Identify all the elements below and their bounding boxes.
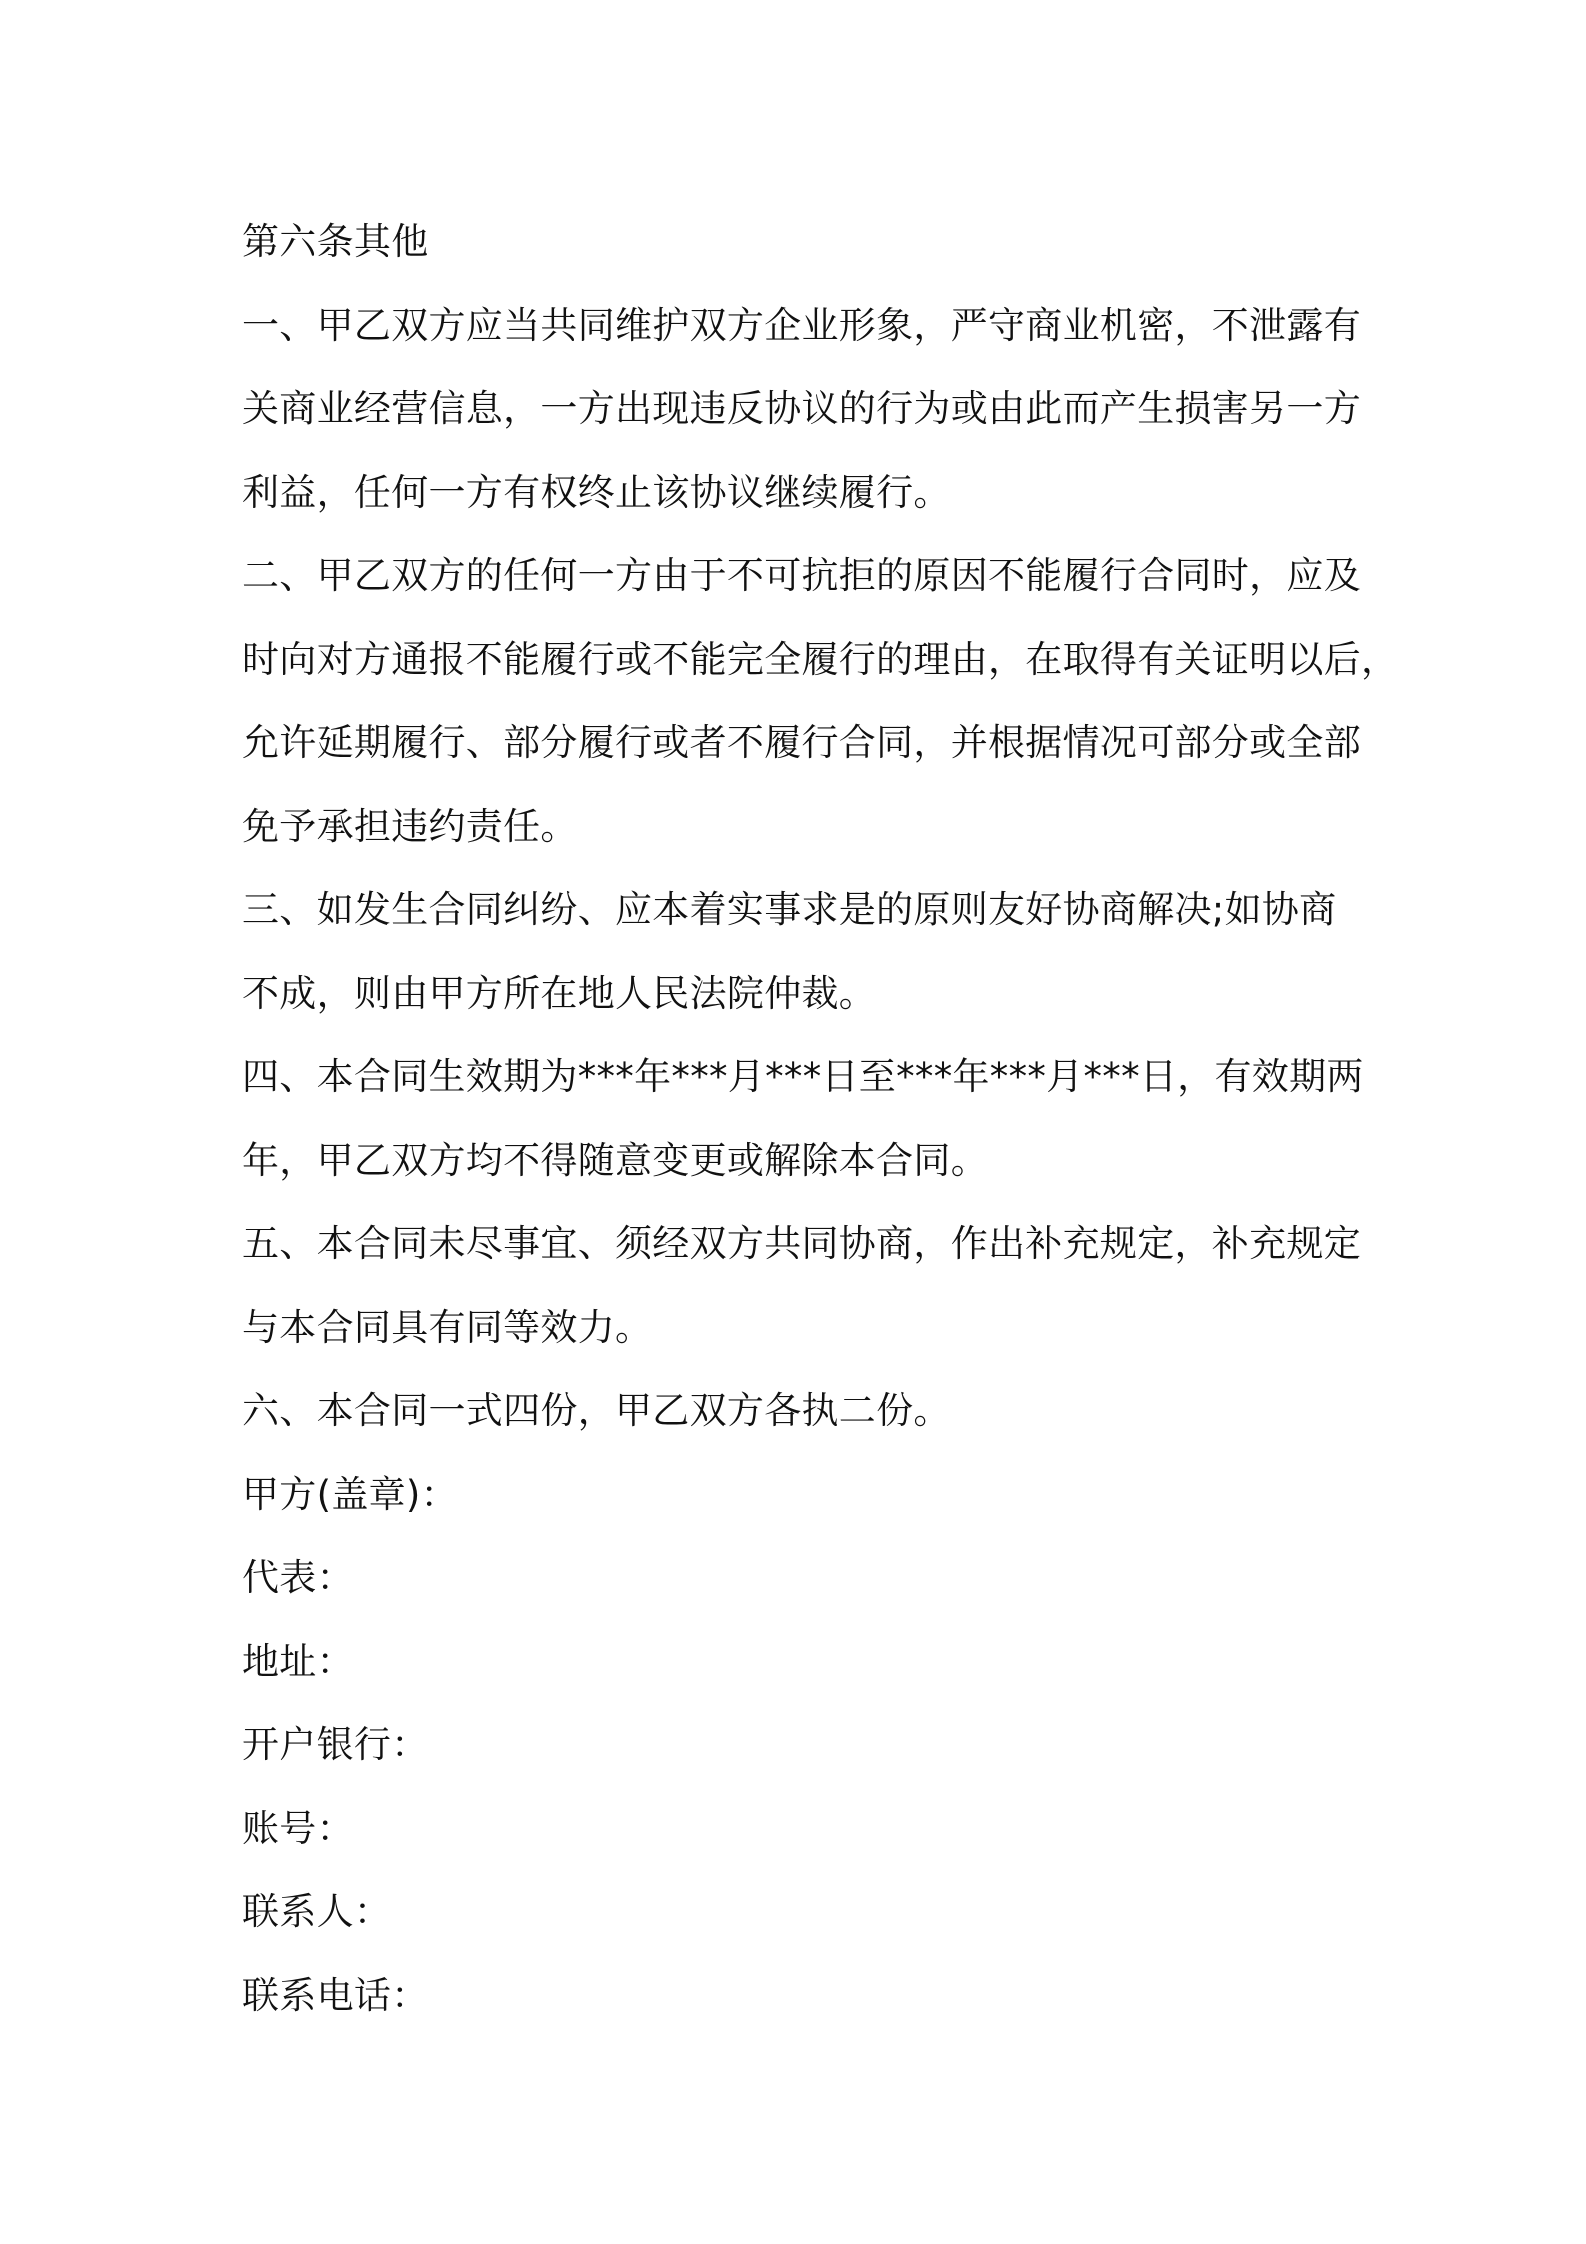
clause-line: 一、甲乙双方应当共同维护双方企业形象，严守商业机密，不泄露有 [242, 303, 1361, 347]
clause-3 [242, 868, 1382, 1035]
clause-6 [242, 1369, 1382, 1453]
address-field: 地址： [242, 1639, 354, 1683]
clause-line: 四、本合同生效期为***年***月***日至***年***月***日，有效期两 [242, 1055, 1364, 1098]
clause-2 [242, 534, 1399, 868]
bank-field: 开户银行： [242, 1723, 429, 1766]
article-heading: 第六条其他 [242, 220, 429, 263]
clause-line: 年，甲乙双方均不得随意变更或解除本合同。 [242, 1138, 988, 1182]
clause-line: 时向对方通报不能履行或不能完全履行的理由，在取得有关证明以后， [242, 637, 1399, 681]
clause-line: 五、本合同未尽事宜、须经双方共同协商，作出补充规定，补充规定 [242, 1222, 1361, 1265]
party-a-seal-field: 甲方(盖章)： [242, 1472, 458, 1516]
clause-5 [242, 1202, 1382, 1369]
document-page [242, 200, 1399, 2037]
clause-4 [242, 1035, 1382, 1202]
clause-line: 利益，任何一方有权终止该协议继续履行。 [242, 470, 951, 514]
clause-1 [242, 284, 1382, 535]
clause-line: 二、甲乙双方的任何一方由于不可抗拒的原因不能履行合同时，应及 [242, 554, 1361, 597]
clause-line: 不成，则由甲方所在地人民法院仲裁。 [242, 971, 877, 1015]
clause-line: 免予承担违约责任。 [242, 804, 578, 848]
clause-line: 六、本合同一式四份，甲乙双方各执二份。 [242, 1389, 951, 1432]
clause-line: 关商业经营信息，一方出现违反协议的行为或由此而产生损害另一方 [242, 387, 1361, 430]
representative-field: 代表： [242, 1556, 354, 1599]
signature-block [242, 1453, 1382, 2038]
clause-line: 与本合同具有同等效力。 [242, 1305, 653, 1349]
clause-line: 允许延期履行、部分履行或者不履行合同，并根据情况可部分或全部 [242, 721, 1361, 764]
contact-phone-field: 联系电话： [242, 1973, 429, 2017]
contact-person-field: 联系人： [242, 1890, 392, 1933]
account-number-field: 账号： [242, 1806, 354, 1850]
clause-line: 三、如发生合同纠纷、应本着实事求是的原则友好协商解决;如协商 [242, 888, 1337, 931]
